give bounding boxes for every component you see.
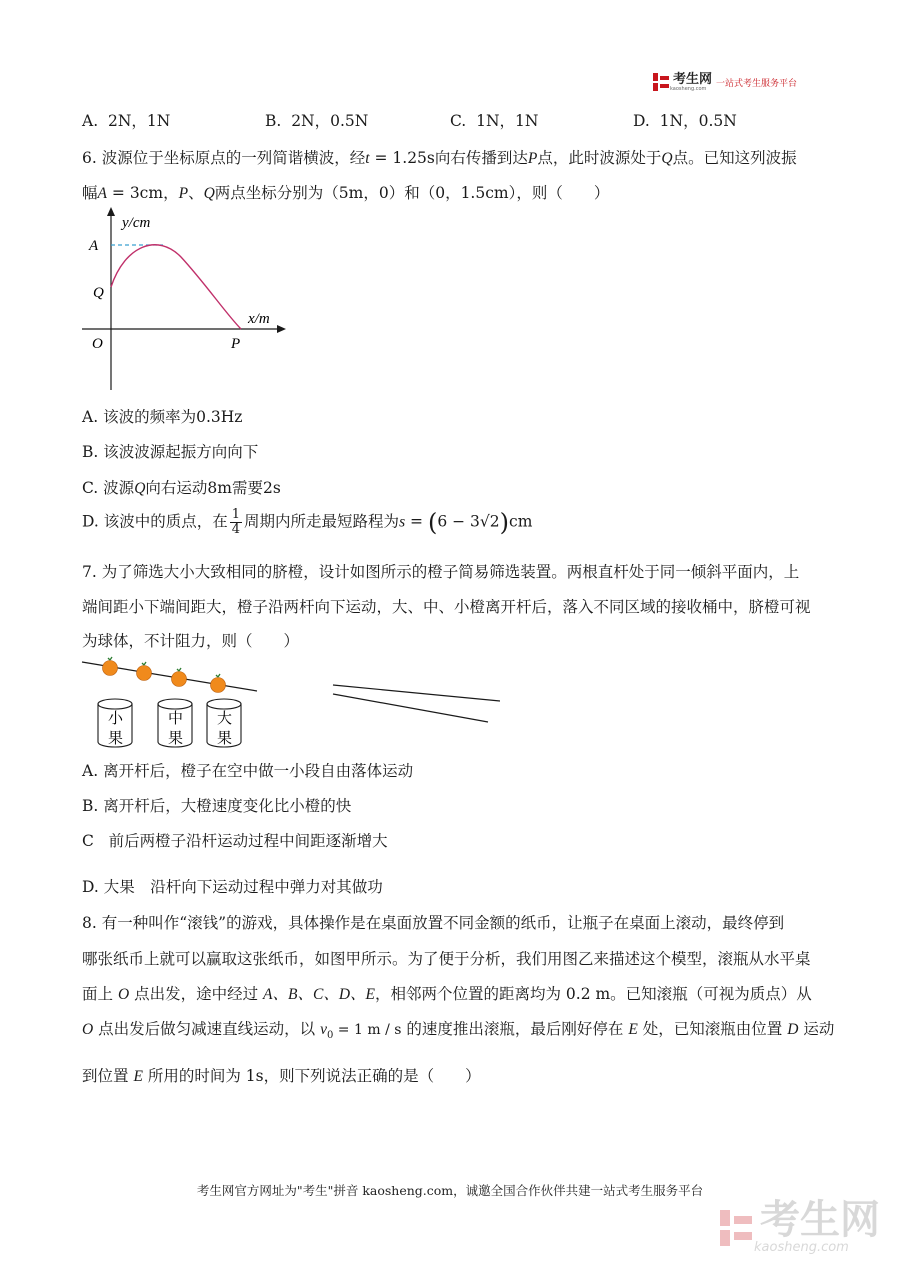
bucket-small — [98, 699, 132, 747]
bucket-medium — [158, 699, 192, 747]
q8-stem-line2: 哪张纸币上就可以赢取这张纸币，如图甲所示。为了便于分析，我们用图乙来描述这个模型，滚瓶从水平桌 — [82, 950, 811, 968]
watermark-logo-icon — [718, 1206, 754, 1250]
orange-1 — [103, 657, 118, 676]
q6-stem-line2: 幅A = 3cm，P、Q两点坐标分别为（5m，0）和（0，1.5cm），则（ ） — [82, 184, 610, 202]
q7-option-b: B. 离开杆后，大橙速度变化比小橙的快 — [82, 797, 352, 815]
watermark-subtext: kaosheng.com — [754, 1240, 849, 1255]
q6-stem-line1: 6. 波源位于坐标原点的一列简谐横波，经t = 1.25s向右传播到达P点，此时波源处于Q点。已知这列波振 — [82, 149, 797, 167]
x-axis-arrow — [277, 325, 286, 333]
label-P: P — [231, 336, 241, 352]
q5-option-d: D. 1N，0.5N — [633, 112, 737, 130]
page-footer: 考生网官方网址为"考生"拼音 kaosheng.com，诚邀全国合作伙伴共建一站式考生服务平台 — [196, 1183, 704, 1198]
watermark — [718, 1197, 880, 1255]
orange-3 — [172, 668, 187, 687]
q6-option-d: D. 该波中的质点，在 $\frac{1}{4}$ 周期内所走最短路程为s = (6 − 3√2)cm — [82, 507, 533, 537]
q8-stem-line5: 到位置 E 所用的时间为 1s，则下列说法正确的是（ ） — [82, 1067, 481, 1085]
svg-text:大: 大 — [217, 709, 233, 727]
q7-stem-line1: 7. 为了筛选大小大致相同的脐橙，设计如图所示的橙子简易筛选装置。两根直杆处于同一倾斜平面内，上 — [82, 563, 800, 581]
svg-text:小: 小 — [108, 709, 124, 727]
orange-sorter-figure — [80, 652, 500, 754]
q7-stem-line3: 为球体，不计阻力，则（ ） — [82, 632, 300, 650]
q5-option-b: B. 2N，0.5N — [265, 112, 369, 130]
bucket-large — [207, 699, 241, 747]
wave-graph — [80, 205, 290, 395]
q7-option-a: A. 离开杆后，橙子在空中做一小段自由落体运动 — [82, 762, 414, 780]
q5-option-a: A. 2N，1N — [82, 112, 171, 130]
svg-text:果: 果 — [217, 729, 233, 747]
q7-option-c: C 前后两橙子沿杆运动过程中间距逐渐增大 — [82, 832, 388, 850]
svg-text:中: 中 — [168, 709, 184, 727]
y-axis-label: y/cm — [122, 215, 151, 231]
header-slogan: 一站式考生服务平台 — [716, 78, 798, 89]
label-O: O — [92, 336, 103, 352]
label-Q: Q — [93, 285, 104, 301]
q6-option-a: A. 该波的频率为0.3Hz — [82, 408, 243, 426]
label-A: A — [89, 238, 99, 254]
logo-subtext: kaosheng.com — [670, 85, 707, 92]
svg-text:果: 果 — [168, 729, 184, 747]
wave-curve — [111, 245, 241, 329]
q6-option-c: C. 波源Q向右运动8m需要2s — [82, 479, 281, 497]
svg-text:果: 果 — [108, 729, 124, 747]
brand-logo-icon — [652, 72, 670, 92]
watermark-text: 考生网 — [760, 1197, 880, 1243]
q7-option-d: D. 大果 沿杆向下运动过程中弹力对其做功 — [82, 878, 383, 896]
orange-2 — [137, 662, 152, 681]
q6-option-b: B. 该波波源起振方向向下 — [82, 443, 259, 461]
header-logo — [652, 72, 797, 92]
q8-stem-line4: O 点出发后做匀减速直线运动，以 $v_0 = 1$ m / s 的速度推出滚瓶，最后刚好停在 E 处，已知滚瓶由位置 D 运动 — [82, 1020, 835, 1042]
q7-stem-line2: 端间距小下端间距大，橙子沿两杆向下运动，大、中、小橙离开杆后，落入不同区域的接收桶中，脐橙可视 — [82, 598, 811, 616]
q8-stem-line3: 面上 O 点出发，途中经过 A、B、C、D、E，相邻两个位置的距离均为 0.2 m。已知滚瓶（可视为质点）从 — [82, 985, 812, 1003]
orange-4 — [211, 674, 226, 693]
x-axis-label: x/m — [248, 311, 270, 327]
fraction-quarter: $\frac{1}{4}$ — [231, 507, 241, 537]
q8-stem-line1: 8. 有一种叫作“滚钱”的游戏，具体操作是在桌面放置不同金额的纸币，让瓶子在桌面上滚动，最终停到 — [82, 914, 785, 932]
y-axis-arrow — [107, 207, 115, 216]
q5-option-c: C. 1N，1N — [450, 112, 539, 130]
logo-text: 考生网 — [673, 71, 713, 87]
